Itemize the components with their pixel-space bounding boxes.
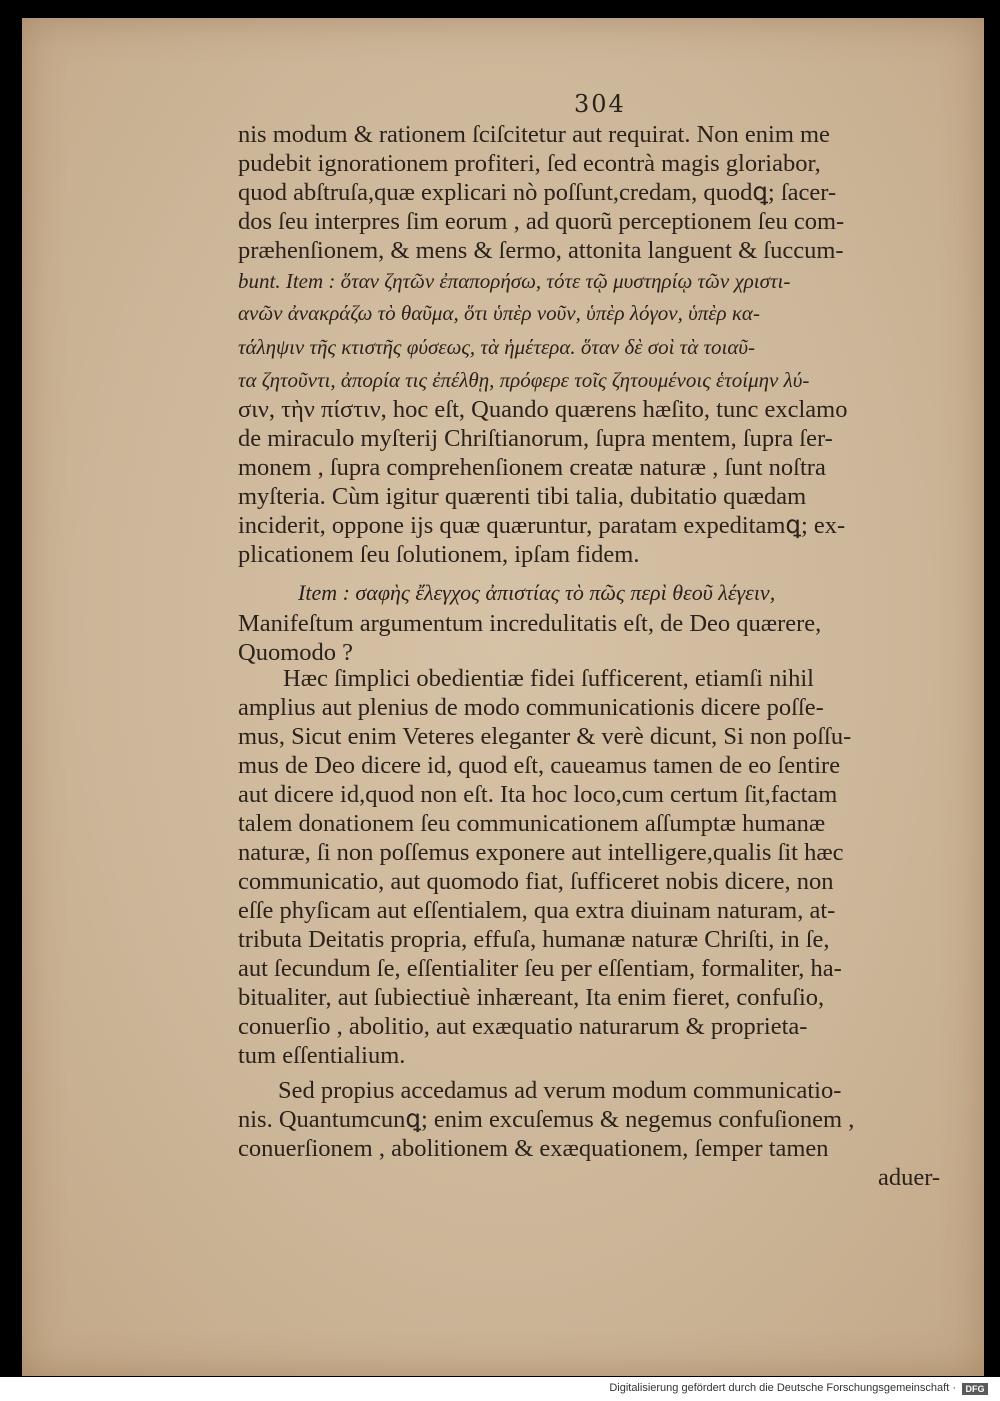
text-line: mus, Sicut enim Veteres eleganter & verè dicunt, Si non poſſu- bbox=[238, 723, 852, 750]
text-line: aut dicere id,quod non eſt. Ita hoc loco,cum certum ſit,factam bbox=[238, 781, 838, 808]
text-line: eſſe phyſicam aut eſſentialem, qua extra diuinam naturam, at- bbox=[238, 897, 836, 924]
catchword: aduer- bbox=[878, 1164, 941, 1191]
text-line: de miraculo myſterij Chriſtianorum, ſupra mentem, ſupra ſer- bbox=[238, 425, 833, 452]
text-line-greek: ανῶν ἀνακράζω τὸ θαῦμα, ὅτι ὑπὲρ νοῦν, ὑπὲρ λόγον, ὑπὲρ κα- bbox=[238, 301, 760, 325]
text-line: Manifeſtum argumentum incredulitatis eſt, de Deo quærere, bbox=[238, 610, 822, 637]
text-line: tributa Deitatis propria, effuſa, humanæ naturæ Chriſti, in ſe, bbox=[238, 926, 830, 953]
text-line: dos ſeu interpres ſim eorum , ad quorũ perceptionem ſeu com- bbox=[238, 208, 845, 235]
text-line: mus de Deo dicere id, quod eſt, caueamus tamen de eo ſentire bbox=[238, 752, 841, 779]
text-line: naturæ, ſi non poſſemus exponere aut intelligere,qualis ſit hæc bbox=[238, 839, 844, 866]
text-line: amplius aut plenius de modo communicationis dicere poſſe- bbox=[238, 694, 824, 721]
text-line: aut ſecundum ſe, eſſentialiter ſeu per eſſentiam, formaliter, ha- bbox=[238, 955, 842, 982]
text-line: nis. Quantumcunꝗ; enim excuſemus & negemus confuſionem , bbox=[238, 1106, 855, 1133]
text-line: pudebit ignorationem profiteri, ſed econtrà magis gloriabor, bbox=[238, 150, 821, 177]
text-line-greek: τάληψιν τῆς κτιστῆς φύσεως, τὰ ἡμέτερα. ὅταν δὲ σοὶ τὰ τοιαῦ- bbox=[238, 335, 755, 359]
text-line: plicationem ſeu ſolutionem, ipſam fidem. bbox=[238, 541, 640, 568]
text-line-greek: Item : σαφὴς ἔλεγχος ἀπιστίας τὸ πῶς περὶ θεοῦ λέγειν, bbox=[298, 580, 776, 605]
text-line: monem , ſupra comprehenſionem creatæ naturæ , ſunt noſtra bbox=[238, 454, 826, 481]
text-line: præhenſionem, & mens & ſermo, attonita languent & ſuccum- bbox=[238, 237, 844, 264]
text-line: bitualiter, aut ſubiectiuè inhæreant, Ita enim fieret, confuſio, bbox=[238, 984, 825, 1011]
text-line: Hæc ſimplici obedientiæ fidei ſufficerent, etiamſi nihil bbox=[283, 665, 814, 692]
dfg-logo-icon: DFG bbox=[962, 1383, 988, 1395]
text-line: inciderit, oppone ijs quæ quæruntur, paratam expeditamꝗ; ex- bbox=[238, 512, 846, 539]
text-line: σιν, τὴν πίστιν, hoc eſt, Quando quærens hæſito, tunc exclamo bbox=[238, 396, 848, 423]
funding-credit: Digitalisierung gefördert durch die Deutsche Forschungsgemeinschaft · bbox=[609, 1382, 956, 1394]
text-line: communicatio, aut quomodo fiat, ſufficeret nobis dicere, non bbox=[238, 868, 834, 895]
footer-bar bbox=[0, 1377, 1000, 1401]
text-line: myſteria. Cùm igitur quærenti tibi talia, dubitatio quædam bbox=[238, 483, 807, 510]
text-line: Sed propius accedamus ad verum modum communicatio- bbox=[278, 1077, 842, 1104]
page-number: 304 bbox=[574, 90, 626, 118]
text-line: nis modum & rationem ſciſcitetur aut requirat. Non enim me bbox=[238, 121, 830, 148]
text-line: conuerſio , abolitio, aut exæquatio naturarum & proprieta- bbox=[238, 1013, 808, 1040]
text-line: Quomodo ? bbox=[238, 639, 353, 666]
text-line: quod abſtruſa,quæ explicari nò poſſunt,credam, quodꝗ; ſacer- bbox=[238, 179, 837, 206]
text-line-greek: τα ζητοῦντι, ἀπορία τις ἐπέλθῃ, πρόφερε τοῖς ζητουμένοις ἑτοίμην λύ- bbox=[238, 368, 810, 392]
text-line: conuerſionem , abolitionem & exæquationem, ſemper tamen bbox=[238, 1135, 829, 1162]
text-line: talem donationem ſeu communicationem aſſumptæ humanæ bbox=[238, 810, 826, 837]
text-line: tum eſſentialium. bbox=[238, 1042, 406, 1069]
text-line-greek: bunt. Item : ὅταν ζητῶν ἐπαπορήσω, τότε τῷ μυστηρίῳ τῶν χριστι- bbox=[238, 269, 791, 293]
